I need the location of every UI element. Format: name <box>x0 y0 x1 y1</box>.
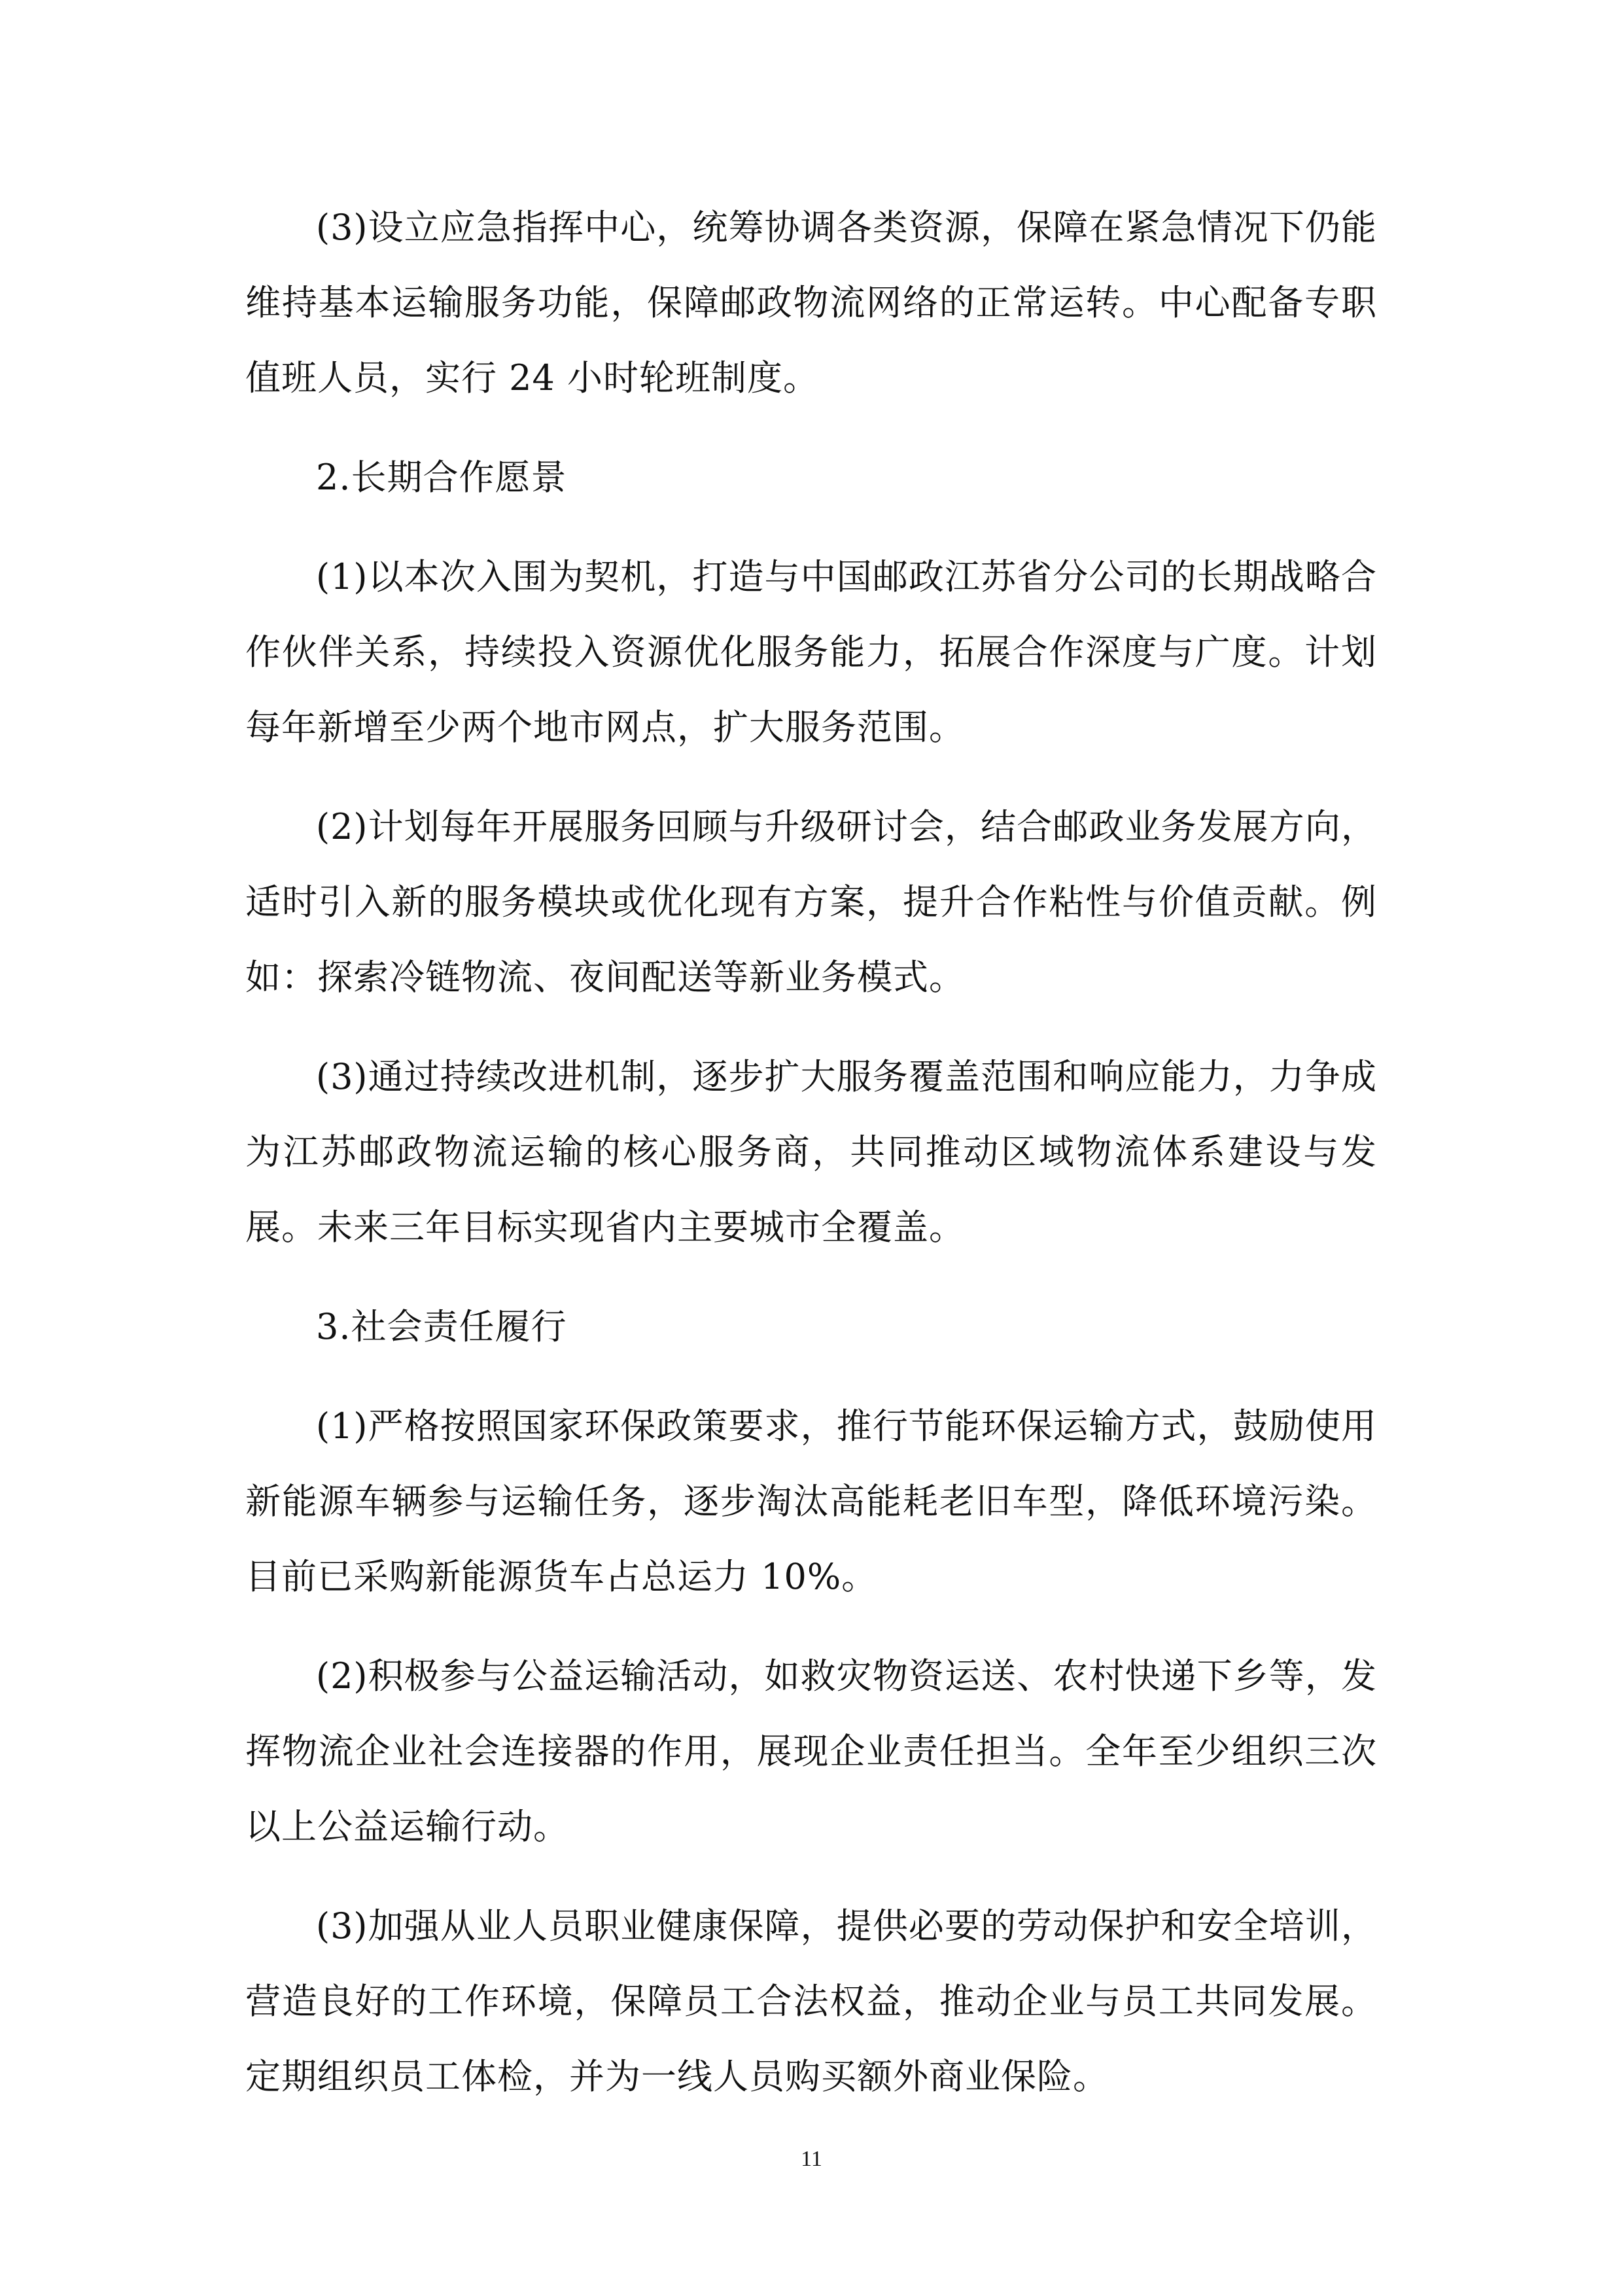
document-body <box>245 190 1377 2138</box>
page-number: 11 <box>801 2147 822 2171</box>
paragraph-continuous-improvement: (3)通过持续改进机制，逐步扩大服务覆盖范围和响应能力，力争成为江苏邮政物流运输的核心服务商，共同推动区域物流体系建设与发展。未来三年目标实现省内主要城市全覆盖。 <box>245 1056 1377 1248</box>
section-heading-social-responsibility: 3.社会责任履行 <box>316 1306 567 1347</box>
paragraph-strategic-partnership: (1)以本次入围为契机，打造与中国邮政江苏省分公司的长期战略合作伙伴关系，持续投入资源优化服务能力，拓展合作深度与广度。计划每年新增至少两个地市网点，扩大服务范围。 <box>245 556 1377 748</box>
paragraph-employee-health: (3)加强从业人员职业健康保障，提供必要的劳动保护和安全培训，营造良好的工作环境，保障员工合法权益，推动企业与员工共同发展。定期组织员工体检，并为一线人员购买额外商业保险。 <box>245 1905 1377 2097</box>
section-heading-long-term-vision: 2.长期合作愿景 <box>316 457 567 498</box>
paragraph-environmental-policy: (1)严格按照国家环保政策要求，推行节能环保运输方式，鼓励使用新能源车辆参与运输任务，逐步淘汰高能耗老旧车型，降低环境污染。目前已采购新能源货车占总运力 10%。 <box>245 1405 1377 1597</box>
paragraph-public-welfare: (2)积极参与公益运输活动，如救灾物资运送、农村快递下乡等，发挥物流企业社会连接器的作用，展现企业责任担当。全年至少组织三次以上公益运输行动。 <box>245 1655 1377 1847</box>
paragraph-annual-review: (2)计划每年开展服务回顾与升级研讨会，结合邮政业务发展方向，适时引入新的服务模块或优化现有方案，提升合作粘性与价值贡献。例如：探索冷链物流、夜间配送等新业务模式。 <box>245 806 1377 998</box>
paragraph-emergency-center: (3)设立应急指挥中心，统筹协调各类资源，保障在紧急情况下仍能维持基本运输服务功能，保障邮政物流网络的正常运转。中心配备专职值班人员，实行 24 小时轮班制度。 <box>245 207 1377 398</box>
